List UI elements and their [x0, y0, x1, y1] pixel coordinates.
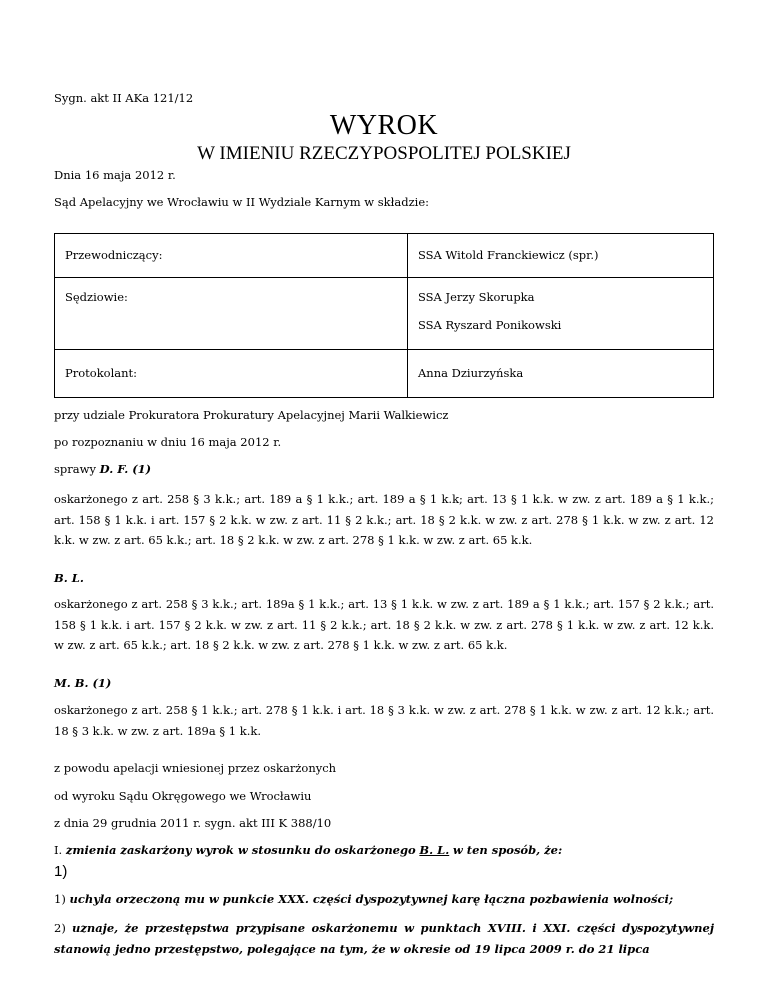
court-composition-intro: Sąd Apelacyjny we Wrocławiu w II Wydziale Karnym w składzie:: [54, 195, 429, 209]
ruling-item-number: 2): [54, 921, 66, 935]
ruling-number: I.: [54, 843, 63, 857]
judgment-subtitle: W IMIENIU RZECZYPOSPOLITEJ POLSKIEJ: [197, 143, 571, 164]
case-prefix: sprawy: [54, 462, 96, 476]
from-judgment-line: od wyroku Sądu Okręgowego we Wrocławiu: [54, 789, 312, 803]
ruling-defendant: B. L.: [419, 843, 450, 857]
clerk-name: Anna Dziurzyńska: [418, 366, 524, 380]
defendant-charges: oskarżonego z art. 258 § 3 k.k.; art. 189 a § 1 k.k.; art. 189 a § 1 k.k; art. 13 § 1 k.k. w zw. z art. 189 a § 1 k.k.; art. 158 § 1 k.k. i art. 157 § 2 k.k. w zw. z art. 11 § 2 k.k.; art. 18 § 2 k.k. w zw. z art. 278 § 1 k.k. w zw. z art. 12 k.k. w zw. z art. 65 k.k.; art. 18 § 2 k.k. w zw. z art. 278 § 1 k.k. w zw. z art. 65 k.k.: [54, 492, 714, 547]
ruling-point: [54, 840, 714, 861]
ruling-item: [54, 918, 714, 959]
defendant-charges: oskarżonego z art. 258 § 1 k.k.; art. 278 § 1 k.k. i art. 18 § 3 k.k. w zw. z art. 278 § 1 k.k. w zw. z art. 12 k.k.; art. 18 § 3 k.k. w zw. z art. 189a § 1 k.k.: [54, 703, 714, 738]
presiding-label: Przewodniczący:: [65, 248, 163, 262]
judgment-date: Dnia 16 maja 2012 r.: [54, 168, 176, 182]
presiding-value-cell: [408, 234, 714, 278]
ruling-text-end: w ten sposób, że:: [452, 843, 563, 857]
hearing-line: po rozpoznaniu w dniu 16 maja 2012 r.: [54, 435, 282, 449]
judgment-title: WYROK: [329, 110, 439, 141]
defendant-name: B. L.: [54, 571, 84, 585]
ruling-text: zmienia zaskarżony wyrok w stosunku do oskarżonego: [65, 843, 416, 857]
defendant-charges: oskarżonego z art. 258 § 3 k.k.; art. 189a § 1 k.k.; art. 13 § 1 k.k. w zw. z art. 189 a § 1 k.k.; art. 157 § 2 k.k.; art. 158 § 1 k.k. i art. 157 § 2 k.k. w zw. z art. 11 § 2 k.k.; art. 18 § 2 k.k. w zw. z art. 278 § 1 k.k. w zw. z art. 12 k.k. w zw. z art. 65 k.k.; art. 18 § 2 k.k. w zw. z art. 278 § 1 k.k. w zw. z art. 65 k.k.: [54, 597, 714, 652]
judges-label-cell: [55, 278, 408, 350]
prosecutor-line: przy udziale Prokuratora Prokuratury Apelacyjnej Marii Walkiewicz: [54, 408, 449, 422]
clerk-label: Protokolant:: [65, 366, 138, 380]
ruling-item-number: 1): [54, 892, 66, 906]
presiding-judge: SSA Witold Franckiewicz (spr.): [418, 248, 599, 262]
ruling-heading-number: 1): [54, 863, 68, 880]
presiding-label-cell: [55, 234, 408, 278]
ruling-item-text: uznaje, że przestępstwa przypisane oskarżonemu w punktach XVIII. i XXI. części dyspozytywnej stanowią jedno przestępstwo, polegające na tym, że w okresie od 19 lipca 2009 r. do 21 lipca: [54, 921, 714, 956]
defendant-name: M. B. (1): [54, 676, 112, 690]
appeal-line: z powodu apelacji wniesionej przez oskarżonych: [54, 761, 337, 775]
judges-label: Sędziowie:: [65, 290, 128, 304]
ruling-item: [54, 889, 714, 910]
defendant-name: D. F. (1): [99, 462, 152, 476]
court-panel-table: [54, 233, 714, 398]
clerk-label-cell: [55, 350, 408, 398]
judgment-date-line: z dnia 29 grudnia 2011 r. sygn. akt III K 388/10: [54, 816, 332, 830]
case-line: [54, 459, 714, 480]
judge-name: SSA Ryszard Ponikowski: [418, 318, 562, 332]
judges-value-cell: [408, 278, 714, 350]
ruling-item-text: uchyla orzeczoną mu w punkcie XXX. części dyspozytywnej karę łączna pozbawienia wolności;: [69, 892, 674, 906]
case-reference: Sygn. akt II AKa 121/12: [54, 91, 194, 105]
judge-name: SSA Jerzy Skorupka: [418, 290, 535, 304]
clerk-value-cell: [408, 350, 714, 398]
